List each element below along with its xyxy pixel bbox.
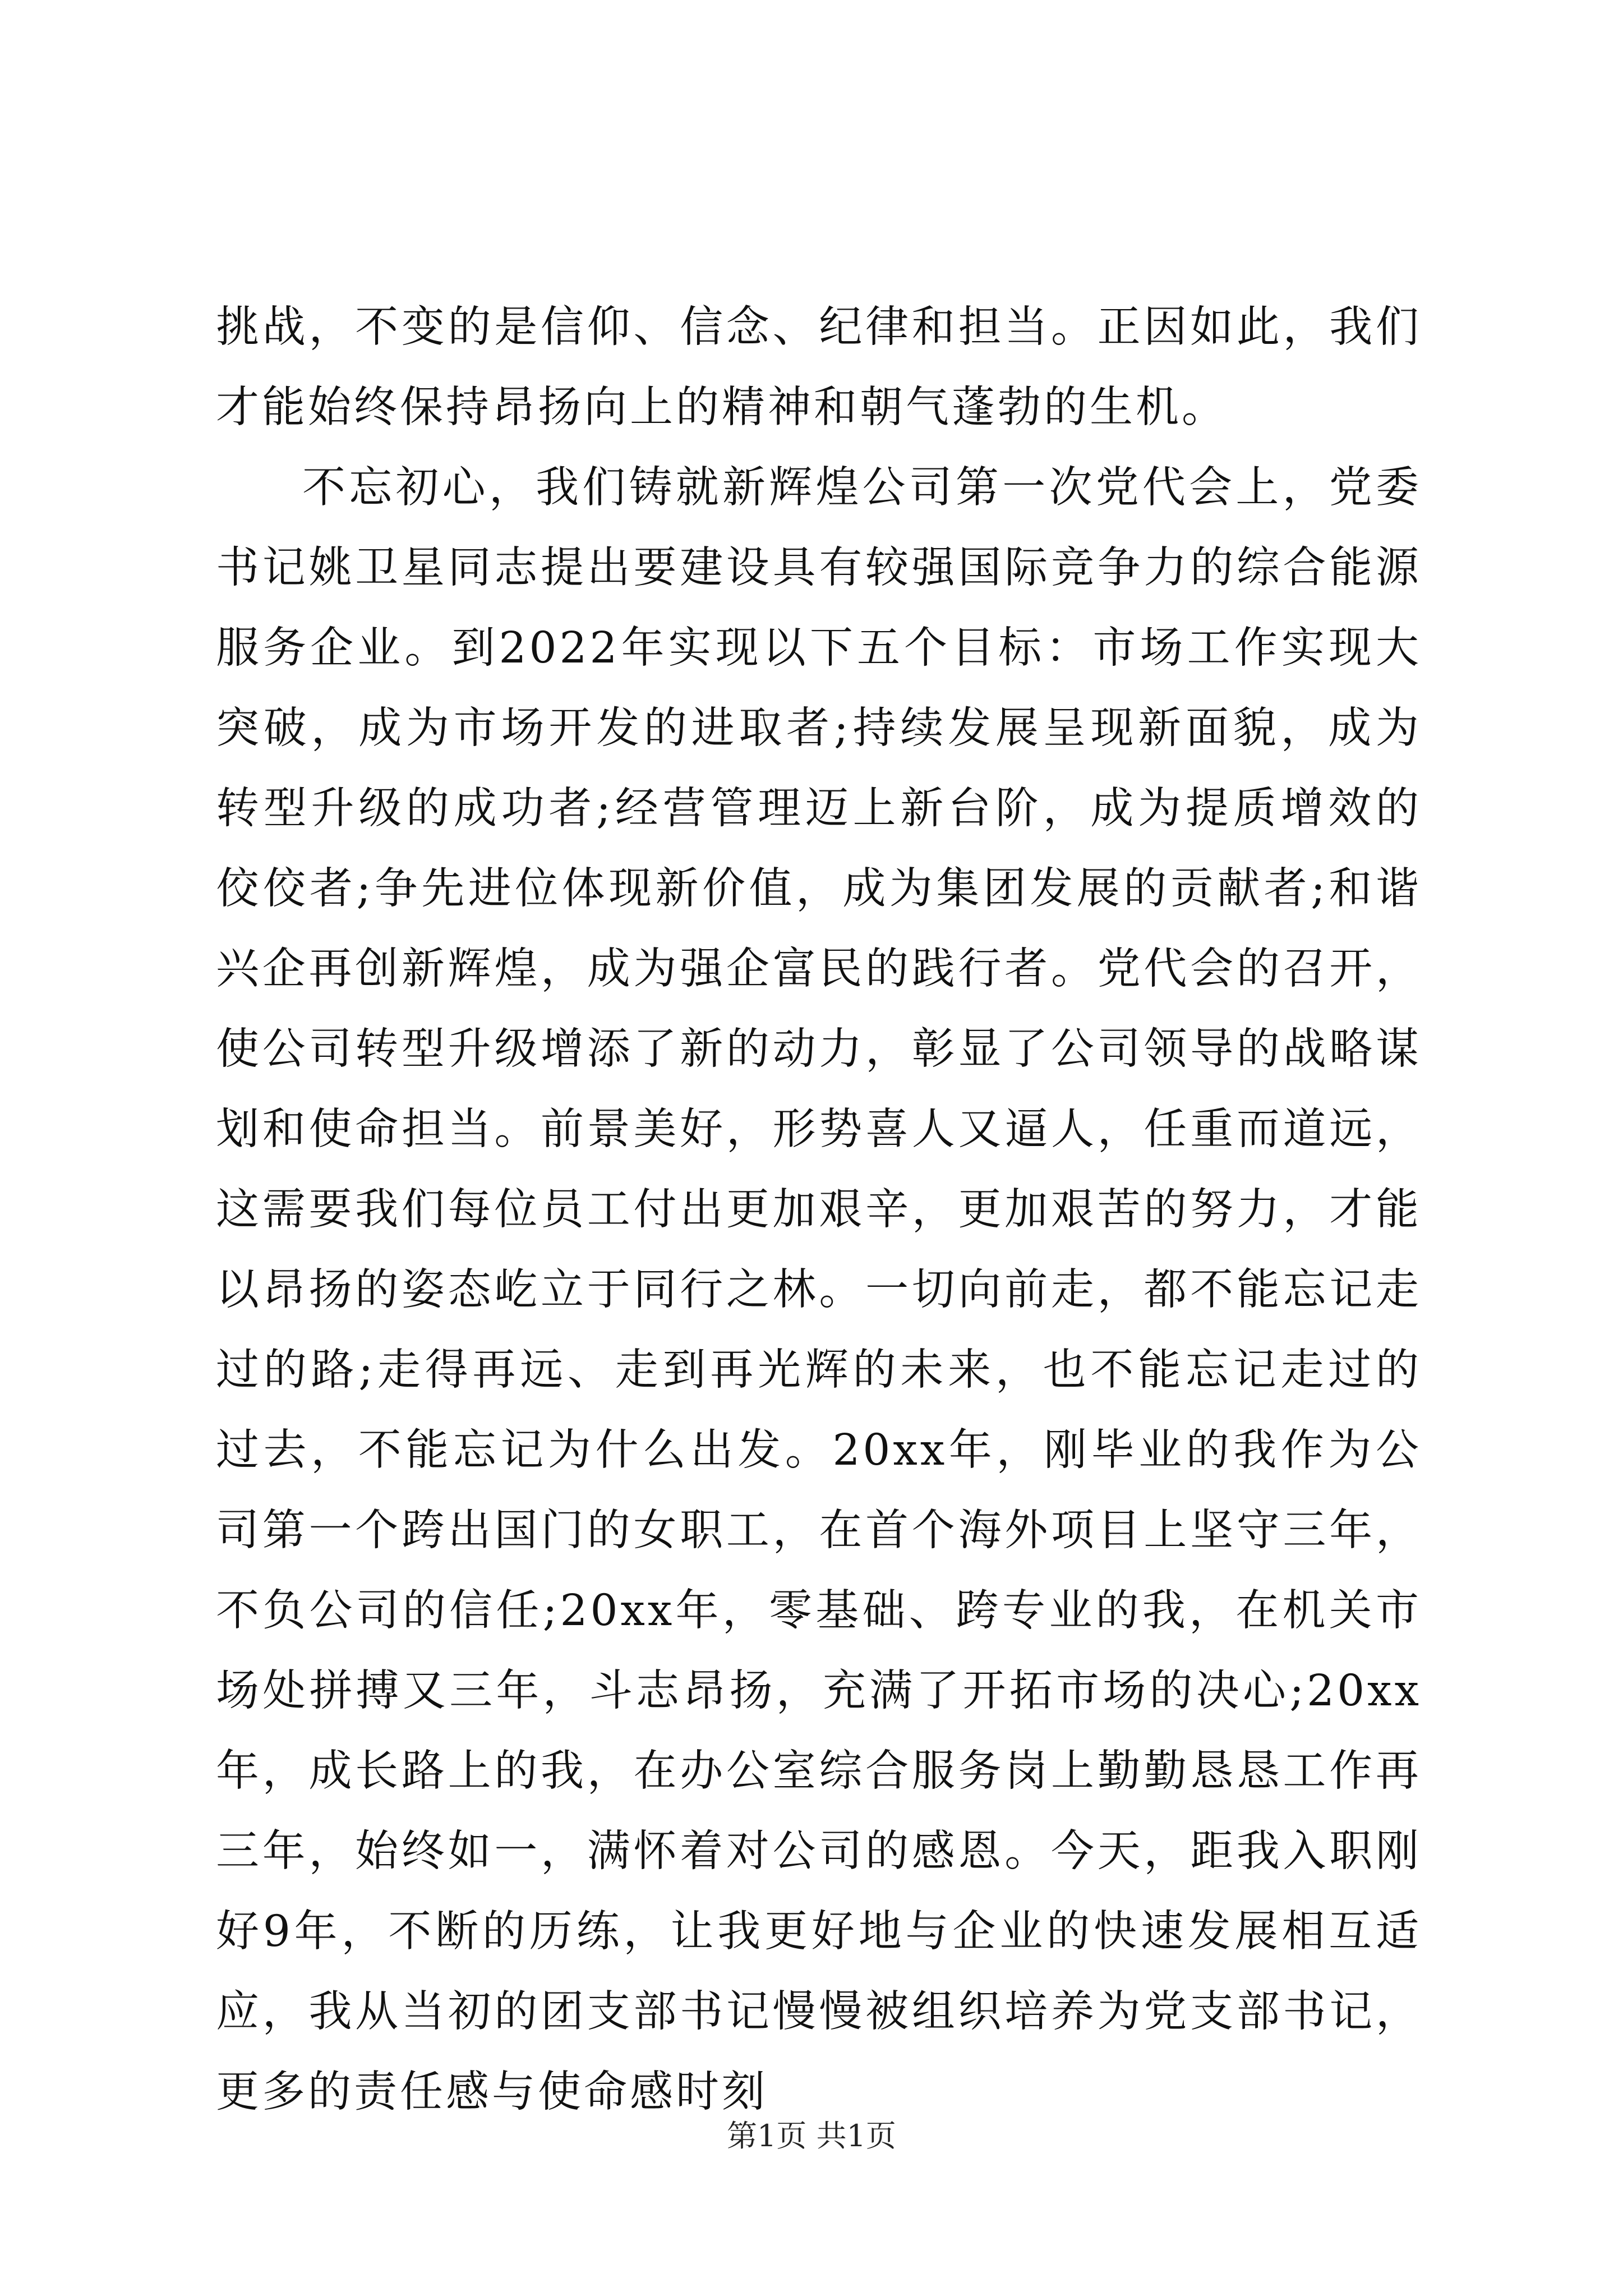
paragraph: 不忘初心，我们铸就新辉煌公司第一次党代会上，党委书记姚卫星同志提出要建设具有较强国际竞争力的综合能源服务企业。到2022年实现以下五个目标：市场工作实现大突破，成为市场开发的进取者;持续发展呈现新面貌，成为转型升级的成功者;经营管理迈上新台阶，成为提质增效的佼佼者;争先进位体现新价值，成为集团发展的贡献者;和谐兴企再创新辉煌，成为强企富民的践行者。党代会的召开，使公司转型升级增添了新的动力，彰显了公司领导的战略谋划和使命担当。前景美好，形势喜人又逼人，任重而道远，这需要我们每位员工付出更加艰辛，更加艰苦的努力，才能以昂扬的姿态屹立于同行之林。一切向前走，都不能忘记走过的路;走得再远、走到再光辉的未来，也不能忘记走过的过去，不能忘记为什么出发。20xx年，刚毕业的我作为公司第一个跨出国门的女职工，在首个海外项目上坚守三年，不负公司的信任;20xx年，零基础、跨专业的我，在机关市场处拼搏又三年，斗志昂扬，充满了开拓市场的决心;20xx年，成长路上的我，在办公室综合服务岗上勤勤恳恳工作再三年，始终如一，满怀着对公司的感恩。今天，距我入职刚好9年，不断的历练，让我更好地与企业的快速发展相互适应，我从当初的团支部书记慢慢被组织培养为党支部书记，更多的责任感与使命感时刻 <box>216 463 1422 2117</box>
paragraph: 挑战，不变的是信仰、信念、纪律和担当。正因如此，我们才能始终保持昂扬向上的精神和朝气蓬勃的生机。 <box>216 302 1422 432</box>
page-footer <box>0 2112 1623 2155</box>
page-number: 第1页 共1页 <box>727 2118 896 2154</box>
document-body <box>216 287 1422 2132</box>
